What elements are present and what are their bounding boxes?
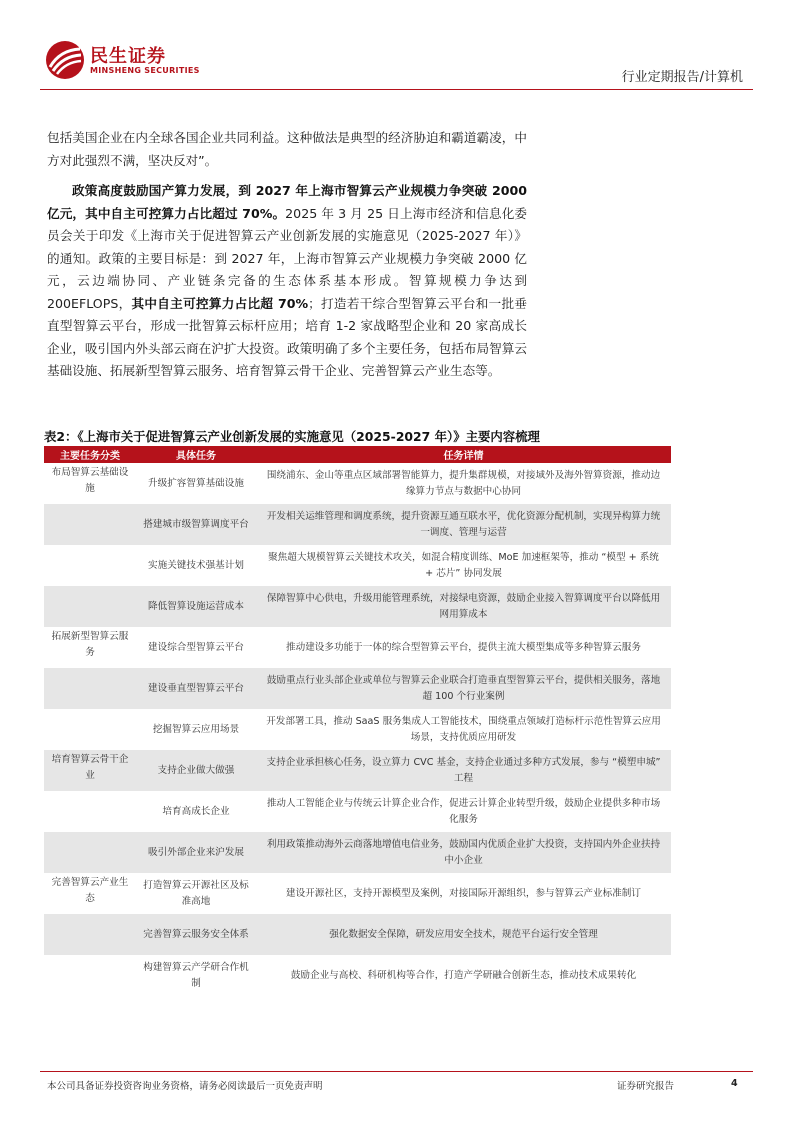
task-cell: 建设垂直型智算云平台 — [136, 668, 256, 709]
policy-task-table — [44, 446, 671, 996]
table-row — [44, 873, 671, 914]
paragraph-1: 包括美国企业在内全球各国企业共同利益。这种做法是典型的经济胁迫和霸道霸凌，中方对此强烈不满，坚决反对”。 — [47, 130, 527, 168]
category-cell: 布局智算云基础设施 — [51, 467, 129, 494]
table-row — [44, 955, 671, 996]
task-cell: 升级扩容智算基础设施 — [148, 477, 244, 489]
minsheng-logo-icon — [44, 40, 86, 80]
category-cell — [44, 791, 136, 832]
task-cell: 降低智算设施运营成本 — [136, 586, 256, 627]
task-cell: 构建智算云产学研合作机制 — [143, 961, 249, 989]
category-cell — [44, 955, 136, 996]
detail-cell: 推动建设多功能于一体的综合型智算云平台，提供主流大模型集成等多种智算云服务 — [286, 641, 641, 653]
logo-chinese-name: 民生证券 — [90, 46, 166, 67]
detail-cell: 开发部署工具，推动 SaaS 服务集成人工智能技术，围绕重点领域打造标杆示范性智算云应用场景，支持优质应用研发 — [266, 715, 661, 743]
detail-cell: 鼓励重点行业头部企业或单位与智算云企业联合打造垂直型智算云平台，提供相关服务，落地超 100 个行业案例 — [256, 668, 671, 709]
table-row — [44, 586, 671, 627]
detail-cell: 推动人工智能企业与传统云计算企业合作，促进云计算企业转型升级，鼓励企业提供多种市场化服务 — [266, 797, 661, 825]
table-row — [44, 832, 671, 873]
table-row — [44, 504, 671, 545]
task-cell: 完善智算云服务安全体系 — [136, 914, 256, 955]
header-category: 主要任务分类 — [44, 446, 136, 463]
page-number: 4 — [731, 1078, 738, 1089]
task-cell: 培育高成长企业 — [162, 805, 230, 817]
table-row — [44, 791, 671, 832]
category-cell — [44, 668, 136, 709]
category-cell — [44, 545, 136, 586]
detail-cell: 开发相关运维管理和调度系统，提升资源互通互联水平，优化资源分配机制，实现异构算力统一调度、管理与运营 — [256, 504, 671, 545]
category-cell — [44, 586, 136, 627]
task-cell: 打造智算云开源社区及标准高地 — [143, 879, 249, 907]
footer-divider — [40, 1071, 753, 1072]
header-task: 具体任务 — [136, 446, 256, 463]
category-cell: 培育智算云骨干企业 — [44, 750, 136, 791]
paragraph-2-highlight: 其中自主可控算力占比超 70% — [131, 295, 309, 311]
category-cell — [44, 832, 136, 873]
category-cell: 完善智算云产业生态 — [51, 877, 129, 904]
detail-cell: 聚焦超大规模智算云关键技术攻关，如混合精度训练、MoE 加速框架等，推动 “模型 + 系统 + 芯片” 协同发展 — [268, 551, 659, 579]
footer-disclaimer: 本公司具备证券投资咨询业务资格，请务必阅读最后一页免责声明 — [47, 1081, 323, 1092]
task-cell: 建设综合型智算云平台 — [148, 641, 244, 653]
paragraph-2-lead: 政策高度鼓励国产算力发展，到 2027 年上海市智算云产业规模力争突破 2000 亿元，其中自主可控算力占比超过 70%。 — [47, 183, 527, 221]
category-cell — [44, 914, 136, 955]
table-title: 表2：《上海市关于促进智算云产业创新发展的实施意见（2025-2027 年）》主要内容梳理 — [44, 429, 540, 444]
paragraph-2 — [47, 180, 527, 383]
detail-cell: 鼓励企业与高校、科研机构等合作，打造产学研融合创新生态，推动技术成果转化 — [290, 969, 637, 981]
detail-cell: 利用政策推动海外云商落地增值电信业务，鼓励国内优质企业扩大投资，支持国内外企业扶持中小企业 — [256, 832, 671, 873]
table-header-row — [44, 446, 671, 463]
category-cell — [44, 709, 136, 750]
task-cell: 吸引外部企业来沪发展 — [136, 832, 256, 873]
detail-cell: 建设开源社区，支持开源模型及案例，对接国际开源组织，参与智算云产业标准制订 — [286, 887, 641, 899]
table-row — [44, 668, 671, 709]
task-cell: 支持企业做大做强 — [136, 750, 256, 791]
detail-cell: 围绕浦东、金山等重点区域部署智能算力，提升集群规模，对接域外及海外智算资源，推动边缘算力节点与数据中心协同 — [266, 469, 661, 497]
table-row — [44, 914, 671, 955]
company-logo — [44, 38, 200, 84]
report-type: 行业定期报告/计算机 — [621, 70, 743, 85]
detail-cell: 支持企业承担核心任务，设立算力 CVC 基金，支持企业通过多种方式发展，参与 “模塑申城” 工程 — [256, 750, 671, 791]
category-cell: 拓展新型智算云服务 — [51, 631, 129, 658]
header-divider — [40, 89, 753, 90]
task-cell: 实施关键技术强基计划 — [148, 559, 244, 571]
detail-cell: 保障智算中心供电，升级用能管理系统，对接绿电资源，鼓励企业接入智算调度平台以降低用网用算成本 — [256, 586, 671, 627]
table-row — [44, 545, 671, 586]
detail-cell: 强化数据安全保障，研发应用安全技术，规范平台运行安全管理 — [256, 914, 671, 955]
logo-english-name: MINSHENG SECURITIES — [90, 66, 200, 75]
table-row — [44, 463, 671, 504]
task-cell: 挖掘智算云应用场景 — [152, 723, 240, 735]
table-row — [44, 750, 671, 791]
task-cell: 搭建城市级智算调度平台 — [136, 504, 256, 545]
table-row — [44, 709, 671, 750]
header-detail: 任务详情 — [256, 446, 671, 463]
paragraph-2-text-1: 2025 年 3 月 25 日上海市经济和信息化委员会关于印发《上海市关于促进智算云产业创新发展的实施意见（2025-2027 年）》的通知。政策的主要目标是：到 2027 年，上海市智算云产业规模力争突破 2000 亿元，云边端协同、产业链条完备的生态体系基本形成。智算规模力争达到 200EFLOPS， — [47, 205, 528, 311]
table-row — [44, 627, 671, 668]
paragraph-2-text-2: ；打造若干综合型智算云平台和一批垂直型智算云平台，形成一批智算云标杆应用；培育 1-2 家战略型企业和 20 家高成长企业，吸引国内外头部云商在沪扩大投资。政策明确了多个主要任务，包括布局智算云基础设施、拓展新型智算云服务、培育智算云骨干企业、完善智算云产业生态等。 — [47, 295, 528, 378]
category-cell — [44, 504, 136, 545]
footer-label: 证券研究报告 — [617, 1081, 675, 1092]
